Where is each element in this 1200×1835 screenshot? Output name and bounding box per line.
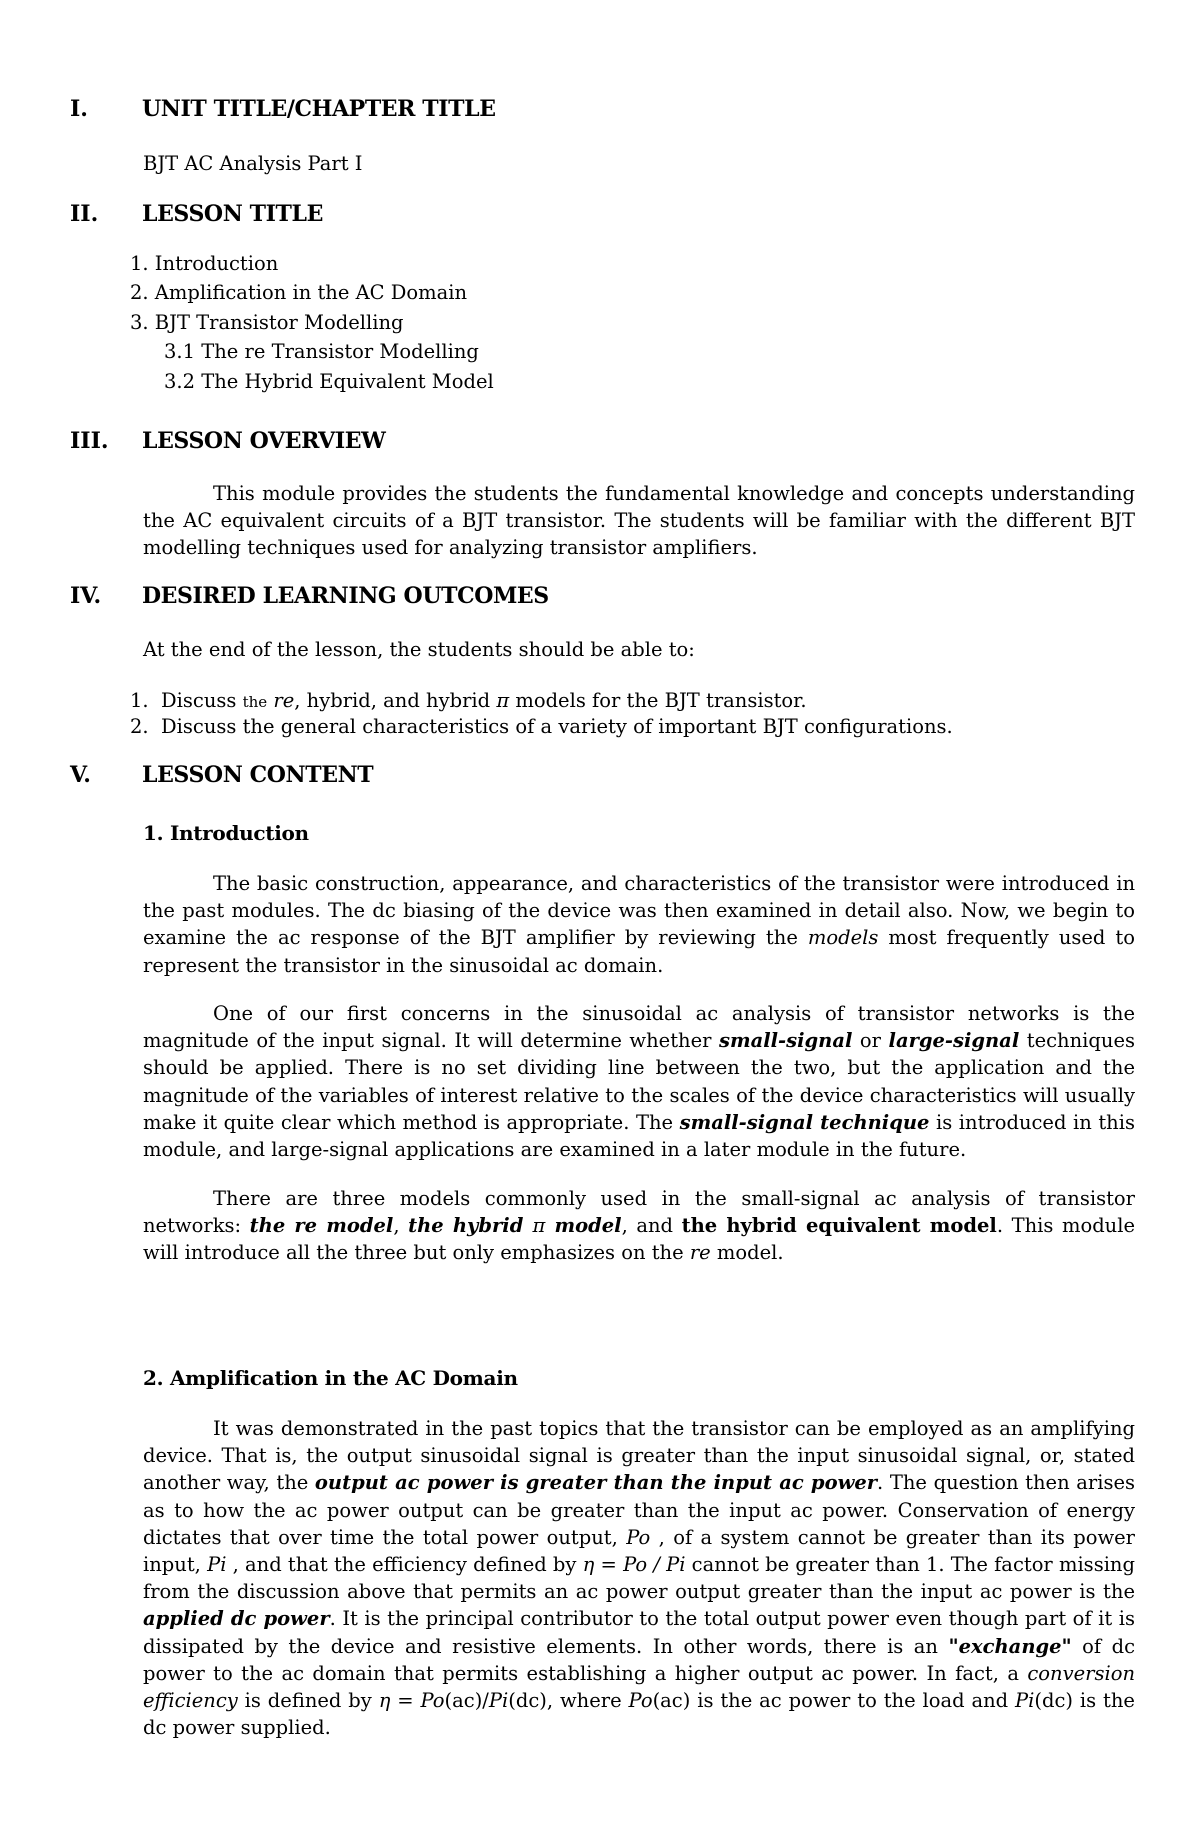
intro-paragraph-3: There are three models commonly used in the small-signal ac analysis of transistor networks: the re model, the hybrid π model, and the hybrid equivalent model. This module will introduce all the three but only emphasizes on the re model. [143, 1187, 1136, 1265]
lesson-title-item: 3. BJT Transistor Modelling [130, 311, 404, 334]
subheading-introduction: 1. Introduction [143, 821, 309, 845]
section-number: III. [70, 428, 109, 454]
unit-title: BJT AC Analysis Part I [143, 152, 363, 175]
section-title: LESSON TITLE [142, 201, 323, 227]
section-v [70, 762, 1130, 792]
section-i [70, 96, 1130, 126]
outcome-item: 1. Discuss the re, hybrid, and hybrid π models for the BJT transistor. [130, 689, 807, 712]
section-number: II. [70, 201, 99, 227]
section-number: V. [70, 762, 91, 788]
section-iii [70, 428, 1130, 458]
section-ii [70, 201, 1130, 231]
lesson-title-item: 1. Introduction [130, 252, 279, 275]
outcome-item: 2. Discuss the general characteristics of a variety of important BJT configurations. [130, 715, 953, 738]
section-number: I. [70, 96, 88, 122]
outcomes-intro: At the end of the lesson, the students should be able to: [143, 638, 695, 661]
section-title: LESSON CONTENT [142, 762, 374, 788]
lesson-title-item: 3.2 The Hybrid Equivalent Model [164, 370, 494, 393]
lesson-title-item: 3.1 The re Transistor Modelling [164, 340, 479, 363]
subheading-amplification: 2. Amplification in the AC Domain [143, 1366, 518, 1390]
section-title: DESIRED LEARNING OUTCOMES [142, 583, 549, 609]
intro-paragraph-1: The basic construction, appearance, and characteristics of the transistor were introduced in the past modules. The dc biasing of the device was then examined in detail also. Now, we begin to examine the ac response of the BJT amplifier by reviewing the models most frequently used to represent the transistor in the sinusoidal ac domain. [143, 872, 1135, 977]
outcome-number: 1. [130, 689, 149, 712]
section-number: IV. [70, 583, 102, 609]
amplification-paragraph: It was demonstrated in the past topics that the transistor can be employed as an amplifying device. That is, the output sinusoidal signal is greater than the input sinusoidal signal, or, stated another way, the output ac power is greater than the input ac power. The question then arises as to how the ac power output can be greater than the input ac power. Conservation of energy dictates that over time the total power output, Po , of a system cannot be greater than its power input, Pi , and that the efficiency defined by η = Po / Pi cannot be greater than 1. The factor missing from the discussion above that permits an ac power output greater than the input ac power is the applied dc power. It is the principal contributor to the total output power even though part of it is dissipated by the device and resistive elements. In other words, there is an "exchange" of dc power to the ac domain that permits establishing a higher output ac power. In fact, a conversion efficiency is defined by η = Po(ac)/Pi(dc), where Po(ac) is the ac power to the load and Pi(dc) is the dc power supplied. [143, 1417, 1136, 1740]
lesson-title-item: 2. Amplification in the AC Domain [130, 281, 468, 304]
section-title: LESSON OVERVIEW [142, 428, 386, 454]
overview-paragraph: This module provides the students the fundamental knowledge and concepts understanding the AC equivalent circuits of a BJT transistor. The students will be familiar with the different BJT modelling techniques used for analyzing transistor amplifiers. [143, 482, 1135, 560]
section-iv [70, 583, 1130, 613]
intro-paragraph-2: One of our first concerns in the sinusoidal ac analysis of transistor networks is the magnitude of the input signal. It will determine whether small-signal or large-signal techniques should be applied. There is no set dividing line between the two, but the application and the magnitude of the variables of interest relative to the scales of the device characteristics will usually make it quite clear which method is appropriate. The small-signal technique is introduced in this module, and large-signal applications are examined in a later module in the future. [143, 1002, 1136, 1162]
section-title: UNIT TITLE/CHAPTER TITLE [142, 96, 496, 122]
outcome-number: 2. [130, 715, 149, 738]
